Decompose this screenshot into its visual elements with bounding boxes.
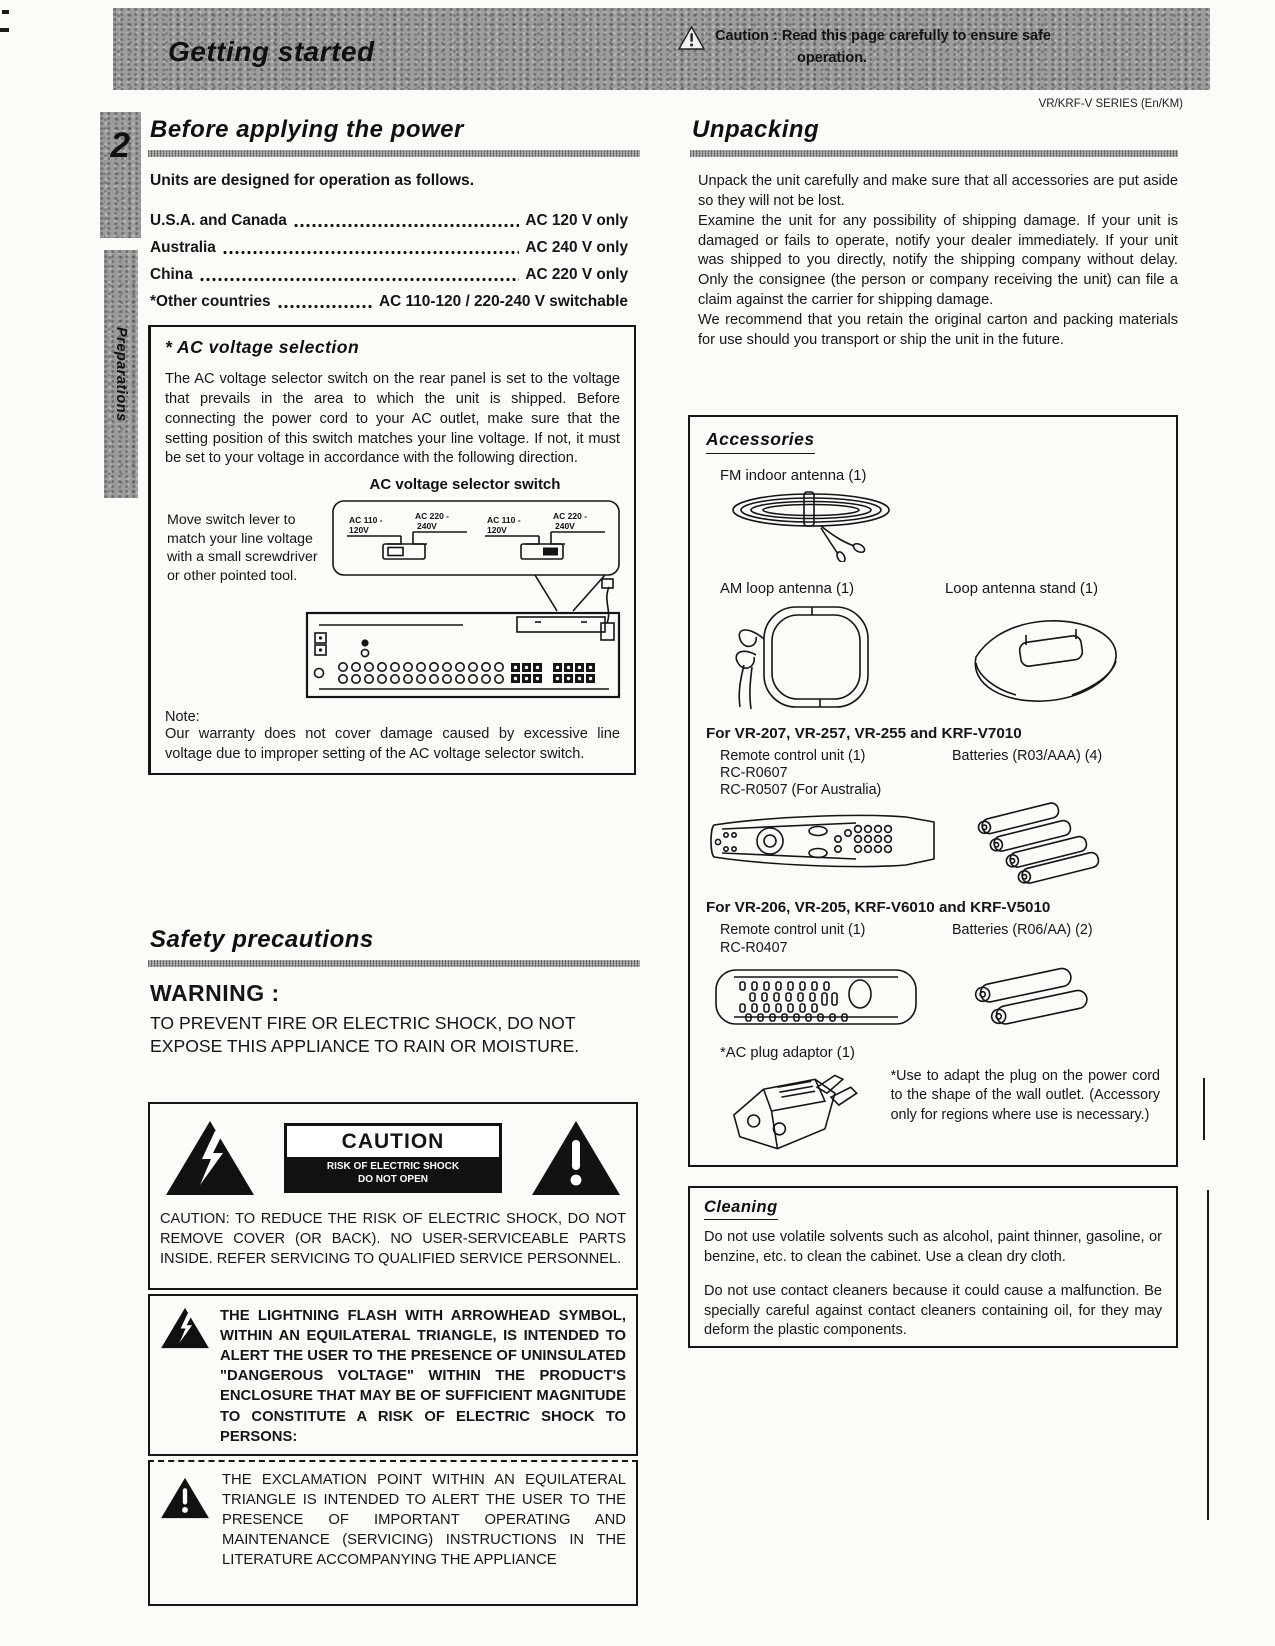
am-loop-antenna-drawing	[720, 597, 900, 712]
header-caution-line2: operation.	[797, 49, 868, 66]
caution-plate-sub	[287, 1157, 499, 1190]
group1-remote-labels	[720, 748, 952, 799]
section-title-unpacking: Unpacking	[692, 116, 820, 143]
exclamation-note-text: THE EXCLAMATION POINT WITHIN AN EQUILATERAL TRIANGLE IS INTENDED TO ALERT THE USER TO THE PRESENCE OF IMPORTANT OPERATING AND MAINTENANCE (SERVICING) INSTRUCTIONS IN THE LITERATURE ACCOMPANYING THE APPLIANCE	[222, 1472, 626, 1569]
voltage-row	[150, 288, 628, 315]
ac-plug-adaptor-drawing	[720, 1067, 869, 1159]
remote-control-2-drawing	[712, 966, 922, 1028]
plug-row	[706, 1067, 1160, 1159]
exclamation-triangle-icon	[530, 1118, 622, 1198]
antenna-row-drawings	[706, 597, 1160, 715]
unpacking-p1: Unpack the unit carefully and make sure that all accessories are put aside so they will not be lost.	[698, 173, 1178, 209]
ac-voltage-selection-box	[148, 325, 636, 775]
fm-antenna-drawing	[726, 484, 916, 562]
voltage-row	[150, 207, 628, 234]
loop-stand-label: Loop antenna stand (1)	[945, 581, 1099, 597]
warning-label: WARNING :	[150, 980, 280, 1006]
antenna-row-labels	[706, 581, 1160, 597]
unpacking-p2: Examine the unit for any possibility of shipping damage. If your unit is damaged or fails to operate, notify your dealer immediately. If your unit was shipped to you directly, notify the shipping company without delay. Only the consignee (the person or company receiving the unit) can file a claim against the carrier for shipping damage.	[698, 212, 1178, 309]
am-antenna-label: AM loop antenna (1)	[720, 581, 855, 597]
lightning-note-text: THE LIGHTNING FLASH WITH ARROWHEAD SYMBOL, WITHIN AN EQUILATERAL TRIANGLE, IS INTENDED TO ALERT THE USER TO THE PRESENCE OF UNINSULATED "DANGEROUS VOLTAGE" WITHIN THE PRODUCT'S ENCLOSURE THAT MAY BE OF SUFFICIENT MAGNITUDE TO CONSTITUTE A RISK OF ELECTRIC SHOCK TO PERSONS:	[220, 1308, 626, 1445]
exclamation-note-box	[148, 1460, 638, 1606]
loop-antenna-stand-drawing	[946, 605, 1136, 715]
section-side-tab	[104, 250, 138, 498]
ac-voltage-selection-body: The AC voltage selector switch on the rear panel is set to the voltage that prevails in the area to which the unit is shipped. Before connecting the power cord to your AC outlet, make sure that the setting position of this switch matches your line voltage. If not, it must be set to your voltage in accordance with the following direction.	[165, 371, 620, 467]
label-ac110: AC 110 -	[349, 515, 383, 526]
accessories-title: Accessories	[706, 429, 815, 454]
caution-plate-title: CAUTION	[341, 1129, 445, 1153]
diagram-title: AC voltage selector switch	[369, 476, 561, 494]
voltage-row	[150, 261, 628, 288]
group1-model1: RC-R0607	[720, 765, 788, 782]
voltage-region: *Other countries	[150, 293, 271, 310]
voltage-value: AC 110-120 / 220-240 V switchable	[379, 293, 628, 310]
voltage-region: U.S.A. and Canada	[150, 212, 287, 229]
scan-artifact	[1203, 1078, 1205, 1140]
group2-labels	[706, 922, 1160, 956]
voltage-selector-diagram-drawing	[165, 475, 625, 705]
label-ac220: AC 220 -	[553, 511, 588, 522]
series-label: VR/KRF-V SERIES (En/KM)	[1038, 98, 1183, 110]
group2-model: RC-R0407	[720, 939, 788, 956]
note-label: Note:	[165, 709, 200, 726]
lightning-note-box	[148, 1294, 638, 1456]
voltage-region: China	[150, 266, 193, 283]
scan-artifact	[1207, 1190, 1209, 1520]
group1-remote-label: Remote control unit (1)	[720, 748, 866, 764]
side-tab-label: Preparations	[113, 326, 129, 422]
scan-artifact	[0, 28, 9, 32]
unpacking-p3: We recommend that you retain the original carton and packing materials for use should you transport or ship the unit in the future.	[698, 311, 1178, 348]
diagram-instruction: Move switch lever to match your line voltage with a small screwdriver or other pointed tool.	[167, 512, 318, 584]
dot-leader	[199, 273, 520, 288]
warning-triangle-icon	[678, 26, 705, 50]
warning-text: TO PREVENT FIRE OR ELECTRIC SHOCK, DO NOT EXPOSE THIS APPLIANCE TO RAIN OR MOISTURE.	[150, 1013, 580, 1057]
batteries-aa-drawing	[962, 965, 1102, 1029]
group2-batteries-label: Batteries (R06/AA) (2)	[952, 922, 1093, 939]
group1-drawings	[706, 799, 1160, 885]
section-title-safety: Safety precautions	[150, 926, 374, 953]
cleaning-title: Cleaning	[704, 1198, 778, 1220]
exclamation-triangle-icon	[160, 1476, 210, 1520]
header-caution-text	[715, 26, 1051, 70]
voltage-table	[150, 207, 628, 315]
voltage-value: AC 220 V only	[525, 266, 628, 283]
voltage-intro: Units are designed for operation as follows.	[150, 172, 475, 189]
group2-remote-label: Remote control unit (1)	[720, 922, 866, 939]
group2-title: For VR-206, VR-205, KRF-V6010 and KRF-V5010	[706, 899, 1051, 917]
batteries-aaa-drawing	[960, 799, 1130, 885]
section-title-before-power: Before applying the power	[150, 116, 464, 143]
header-banner	[113, 8, 1210, 90]
fm-antenna-label: FM indoor antenna (1)	[720, 468, 867, 484]
label-240v: 240V	[417, 521, 437, 532]
plug-adaptor-label: *AC plug adaptor (1)	[720, 1044, 855, 1061]
ac-voltage-diagram	[165, 475, 620, 705]
lightning-triangle-icon	[164, 1118, 256, 1198]
caution-plate-box	[148, 1102, 638, 1290]
dot-leader	[222, 246, 519, 261]
heading-rule	[690, 150, 1178, 157]
page-number: 2	[110, 126, 131, 165]
scan-artifact	[2, 10, 9, 14]
label-120v: 120V	[487, 525, 507, 536]
group1-labels	[706, 748, 1160, 799]
page-title: Getting started	[168, 36, 375, 67]
label-ac110: AC 110 -	[487, 515, 521, 526]
cleaning-box	[688, 1186, 1178, 1348]
caution-plate-line1: RISK OF ELECTRIC SHOCK	[326, 1161, 460, 1172]
cleaning-p2: Do not use contact cleaners because it could cause a malfunction. Be specially careful against contact cleaners containing oil, for they may deform the plastic components.	[704, 1282, 1162, 1339]
plug-note: *Use to adapt the plug on the power cord to the shape of the wall outlet. (Accessory only for regions where use is necessary.)	[890, 1067, 1160, 1123]
voltage-row	[150, 234, 628, 261]
voltage-value: AC 240 V only	[525, 239, 628, 256]
voltage-value: AC 120 V only	[525, 212, 628, 229]
group1-title: For VR-207, VR-257, VR-255 and KRF-V7010	[706, 725, 1022, 742]
group1-model2: RC-R0507 (For Australia)	[720, 782, 882, 799]
header-caution-line1: Caution : Read this page carefully to ensure safe	[715, 28, 1051, 44]
page-number-tab	[100, 112, 141, 238]
caution-logos-row	[150, 1118, 636, 1198]
accessories-box	[688, 415, 1178, 1167]
caution-plate-line2: DO NOT OPEN	[357, 1174, 428, 1185]
ac-voltage-selection-title: * AC voltage selection	[165, 337, 360, 357]
dot-leader	[277, 300, 373, 315]
group1-batteries-label: Batteries (R03/AAA) (4)	[952, 748, 1103, 764]
label-120v: 120V	[349, 525, 369, 536]
caution-plate	[284, 1123, 502, 1193]
group2-drawings	[706, 965, 1160, 1029]
lightning-triangle-icon	[160, 1306, 210, 1350]
cleaning-p1: Do not use volatile solvents such as alcohol, paint thinner, gasoline, or benzine, etc. to clean the cabinet. Use a clean dry cloth.	[704, 1229, 1162, 1265]
unpacking-body	[698, 172, 1178, 351]
note-text: Our warranty does not cover damage caused by excessive line voltage due to improper setting of the AC voltage selector switch.	[165, 726, 620, 763]
heading-rule	[148, 960, 640, 967]
remote-control-1-drawing	[706, 809, 942, 875]
dot-leader	[293, 219, 520, 234]
header-caution	[678, 26, 1178, 70]
caution-text: CAUTION: TO REDUCE THE RISK OF ELECTRIC SHOCK, DO NOT REMOVE COVER (OR BACK). NO USER-SERVICEABLE PARTS INSIDE. REFER SERVICING TO QUALIFIED SERVICE PERSONNEL.	[160, 1211, 626, 1267]
label-ac220: AC 220 -	[415, 511, 450, 522]
group2-remote-labels	[720, 922, 952, 956]
heading-rule	[148, 150, 640, 157]
voltage-region: Australia	[150, 239, 216, 256]
label-240v: 240V	[555, 521, 575, 532]
